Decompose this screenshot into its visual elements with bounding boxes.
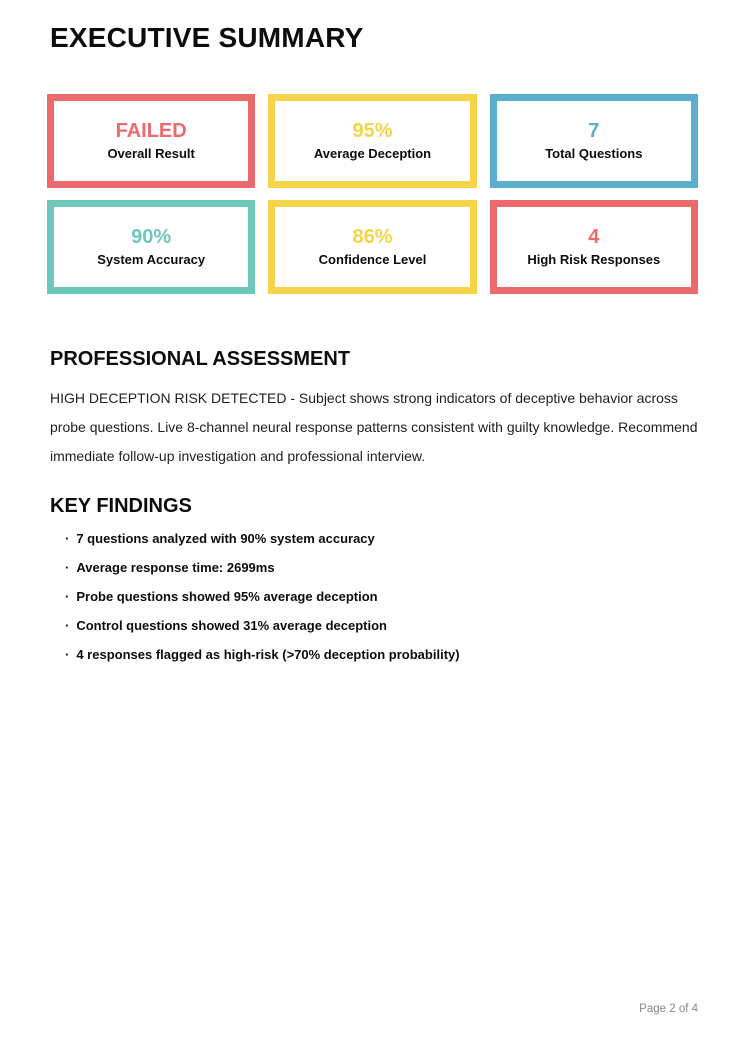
metric-value: 7	[588, 120, 600, 143]
metric-label: High Risk Responses	[527, 252, 661, 268]
bullet-dot: ·	[65, 617, 70, 633]
finding-text: 7 questions analyzed with 90% system accuracy	[76, 530, 375, 546]
metric-value: 4	[588, 226, 600, 249]
metric-value: 90%	[131, 226, 172, 249]
bullet-dot: ·	[65, 530, 70, 546]
page-number: Page 2 of 4	[639, 1003, 698, 1015]
finding-text: Control questions showed 31% average deception	[76, 617, 387, 633]
finding-item	[50, 647, 698, 676]
metric-card-overall-result	[47, 94, 255, 188]
metric-card-average-deception	[268, 94, 476, 188]
metric-card-system-accuracy	[47, 200, 255, 294]
bullet-dot: ·	[65, 559, 70, 575]
metric-label: Average Deception	[313, 146, 432, 162]
bullet-dot: ·	[65, 588, 70, 604]
finding-item	[50, 560, 698, 589]
metric-card-high-risk-responses	[490, 200, 698, 294]
metric-label: Confidence Level	[318, 252, 427, 268]
assessment-body-text: HIGH DECEPTION RISK DETECTED - Subject shows strong indicators of deceptive behavior across probe questions. Live 8-channel neural response patterns consistent with guilty knowledge. Recommend immediate follow-up investigation and professional interview.	[50, 389, 698, 464]
bullet-dot: ·	[65, 646, 70, 662]
page-title: EXECUTIVE SUMMARY	[50, 22, 364, 53]
metric-value: 86%	[352, 226, 393, 249]
metric-value: 95%	[352, 120, 393, 143]
finding-item	[50, 531, 698, 560]
metric-card-total-questions	[490, 94, 698, 188]
metric-value: FAILED	[115, 120, 187, 143]
assessment-heading: PROFESSIONAL ASSESSMENT	[50, 347, 351, 370]
metric-label: Overall Result	[107, 146, 195, 162]
key-findings-heading: KEY FINDINGS	[50, 494, 192, 517]
finding-item	[50, 618, 698, 647]
finding-text: Average response time: 2699ms	[76, 559, 275, 575]
metric-card-confidence-level	[268, 200, 476, 294]
metric-label: System Accuracy	[97, 252, 206, 268]
metric-label: Total Questions	[545, 146, 643, 162]
key-findings-list	[50, 531, 698, 676]
finding-text: Probe questions showed 95% average deception	[76, 588, 378, 604]
finding-item	[50, 589, 698, 618]
metric-cards-grid	[47, 94, 698, 294]
finding-text: 4 responses flagged as high-risk (>70% deception probability)	[76, 646, 460, 662]
